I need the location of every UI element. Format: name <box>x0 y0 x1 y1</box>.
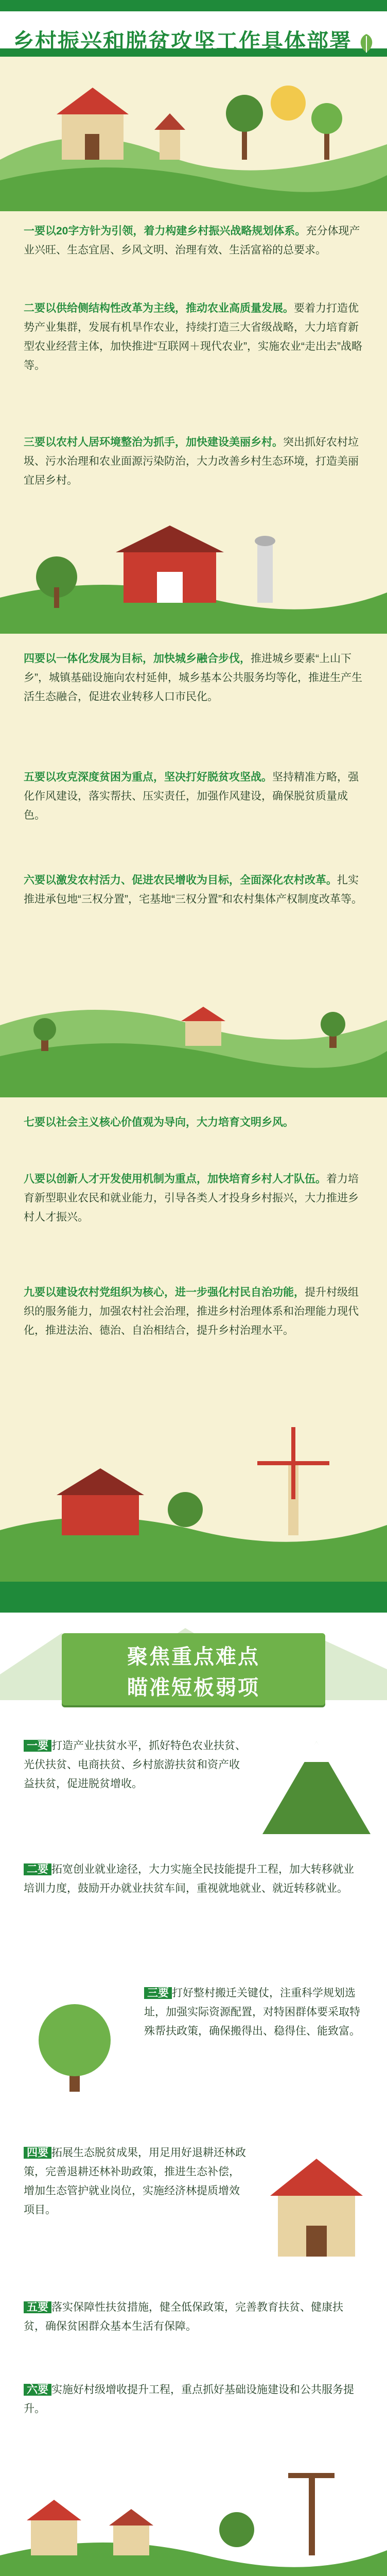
plan-item-4-title: 四要以一体化发展为目标，加快城乡融合步伐， <box>24 653 251 665</box>
plan-item-4 <box>24 649 363 706</box>
key-point-4 <box>24 2143 250 2219</box>
section-2-title-line-1: 聚焦重点难点 <box>127 1646 260 1668</box>
plan-item-2 <box>24 299 363 375</box>
plan-item-1-title: 一要以20字方针为引领，着力构建乡村振兴战略规划体系。 <box>24 225 306 237</box>
plan-item-9-body: 提升村级组织的服务能力，加强农村社会治理，推进乡村治理体系和治理能力现代化，推进法治、德治、自治相结合，提升乡村治理水平。 <box>24 1286 359 1336</box>
key-point-5-tag: 五要 <box>24 2301 51 2313</box>
tree-illustration <box>21 1994 129 2097</box>
plan-item-2-title: 二要以供给侧结构性改革为主线，推动农业高质量发展。 <box>24 302 294 314</box>
plan-item-7-title: 七要以社会主义核心价值观为导向，大力培育文明乡风。 <box>24 1116 294 1128</box>
key-point-4-tag: 四要 <box>24 2147 51 2159</box>
fields-illustration <box>0 963 387 1097</box>
plan-item-3 <box>24 433 363 490</box>
section-2-heading <box>62 1633 325 1705</box>
plan-item-1 <box>24 222 363 260</box>
plan-item-8 <box>24 1170 363 1227</box>
plan-item-1-body: 充分体现产业兴旺、生态宜居、乡风文明、治理有效、生活富裕的总要求。 <box>24 225 360 256</box>
plan-item-6-body: 扎实推进承包地“三权分置”，宅基地“三权分置”和农村集体产权制度改革等。 <box>24 874 362 905</box>
windmill-illustration <box>0 1427 387 1582</box>
plan-item-3-body: 突出抓好农村垃圾、污水治理和农业面源污染防治，大力改善乡村生态环境，打造美丽宜居乡村。 <box>24 436 359 486</box>
header-title-bar <box>0 11 387 54</box>
key-point-4-body: 拓展生态脱贫成果，用足用好退耕还林政策，完善退耕还林补助政策，推进生态补偿，增加生态管护就业岗位，实施经济林提质增效项目。 <box>24 2147 246 2216</box>
key-point-6-tag: 六要 <box>24 2384 51 2396</box>
leaf-icon <box>355 32 378 55</box>
plan-item-8-body: 着力培育新型职业农民和就业能力，引导各类人才投身乡村振兴，大力推进乡村人才振兴。 <box>24 1173 359 1223</box>
plan-item-5-body: 坚持精准方略，强化作风建设，落实帮扶、压实责任，加强作风建设，确保脱贫质量成色。 <box>24 771 359 821</box>
barn-illustration <box>0 520 387 634</box>
plan-item-5 <box>24 768 363 825</box>
key-point-2-body: 拓宽创业就业途径，大力实施全民技能提升工程，加大转移就业培训力度，鼓励开办就业扶贫车间，重视就地就业、就近转移就业。 <box>24 1863 354 1894</box>
plan-item-9 <box>24 1283 363 1340</box>
plan-item-8-title: 八要以创新人才开发使用机制为重点，加快培育乡村人才队伍。 <box>24 1173 326 1185</box>
plan-item-6-title: 六要以激发农村活力、促进农民增收为目标，全面深化农村改革。 <box>24 874 337 886</box>
key-point-1-tag: 一要 <box>24 1740 51 1752</box>
key-point-3-body: 打好整村搬迁关键仗，注重科学规划选址，加强实际资源配置，对特困群体要采取特殊帮扶政策，确保搬得出、稳得住、能致富。 <box>144 1987 360 2037</box>
section-2-title-line-2: 瞄准短板弱项 <box>127 1676 260 1699</box>
key-point-3-tag: 三要 <box>144 1987 172 1999</box>
plan-item-2-body: 要着力打造优势产业集群，发展有机旱作农业，持续打造三大省级战略，大力培育新型农业经营主体，加快推进“互联网＋现代农业”，实施农业“走出去”战略等。 <box>24 302 362 371</box>
house-illustration <box>262 2148 371 2262</box>
page-title: 乡村振兴和脱贫攻坚工作具体部署 <box>12 29 353 54</box>
plan-item-5-title: 五要以攻克深度贫困为重点，坚决打好脱贫攻坚战。 <box>24 771 272 783</box>
key-point-3 <box>144 1984 363 2041</box>
key-point-2-tag: 二要 <box>24 1863 51 1875</box>
key-point-6-body: 实施好村级增收提升工程，重点抓好基础设施建设和公共服务提升。 <box>24 2384 354 2415</box>
plan-item-3-title: 三要以农村人居环境整治为抓手，加快建设美丽乡村。 <box>24 436 283 448</box>
plan-item-6 <box>24 871 363 909</box>
village-illustration <box>0 57 387 211</box>
key-point-5-body: 落实保障性扶贫措施，健全低保政策，完善教育扶贫、健康扶贫，确保贫困群众基本生活有保障。 <box>24 2301 343 2332</box>
key-point-5 <box>24 2298 363 2336</box>
plan-item-9-title: 九要以建设农村党组织为核心，进一步强化村民自治功能， <box>24 1286 305 1298</box>
section-work-plan <box>0 57 387 1582</box>
section-key-points <box>0 1613 387 2576</box>
key-point-1 <box>24 1736 250 1793</box>
key-point-6 <box>24 2380 363 2418</box>
village-bottom-illustration <box>0 2442 387 2576</box>
plan-item-7 <box>24 1113 363 1132</box>
key-point-2 <box>24 1860 363 1898</box>
key-point-1-body: 打造产业扶贫水平，抓好特色农业扶贫、光伏扶贫、电商扶贫、乡村旅游扶贫和资产收益扶贫，促进脱贫增收。 <box>24 1740 246 1790</box>
plan-item-4-body: 推进城乡要素“上山下乡”，城镇基础设施向农村延伸，城乡基本公共服务均等化，推进生产生活生态融合，促进农业转移人口市民化。 <box>24 653 362 703</box>
mountain-illustration <box>262 1731 371 1834</box>
